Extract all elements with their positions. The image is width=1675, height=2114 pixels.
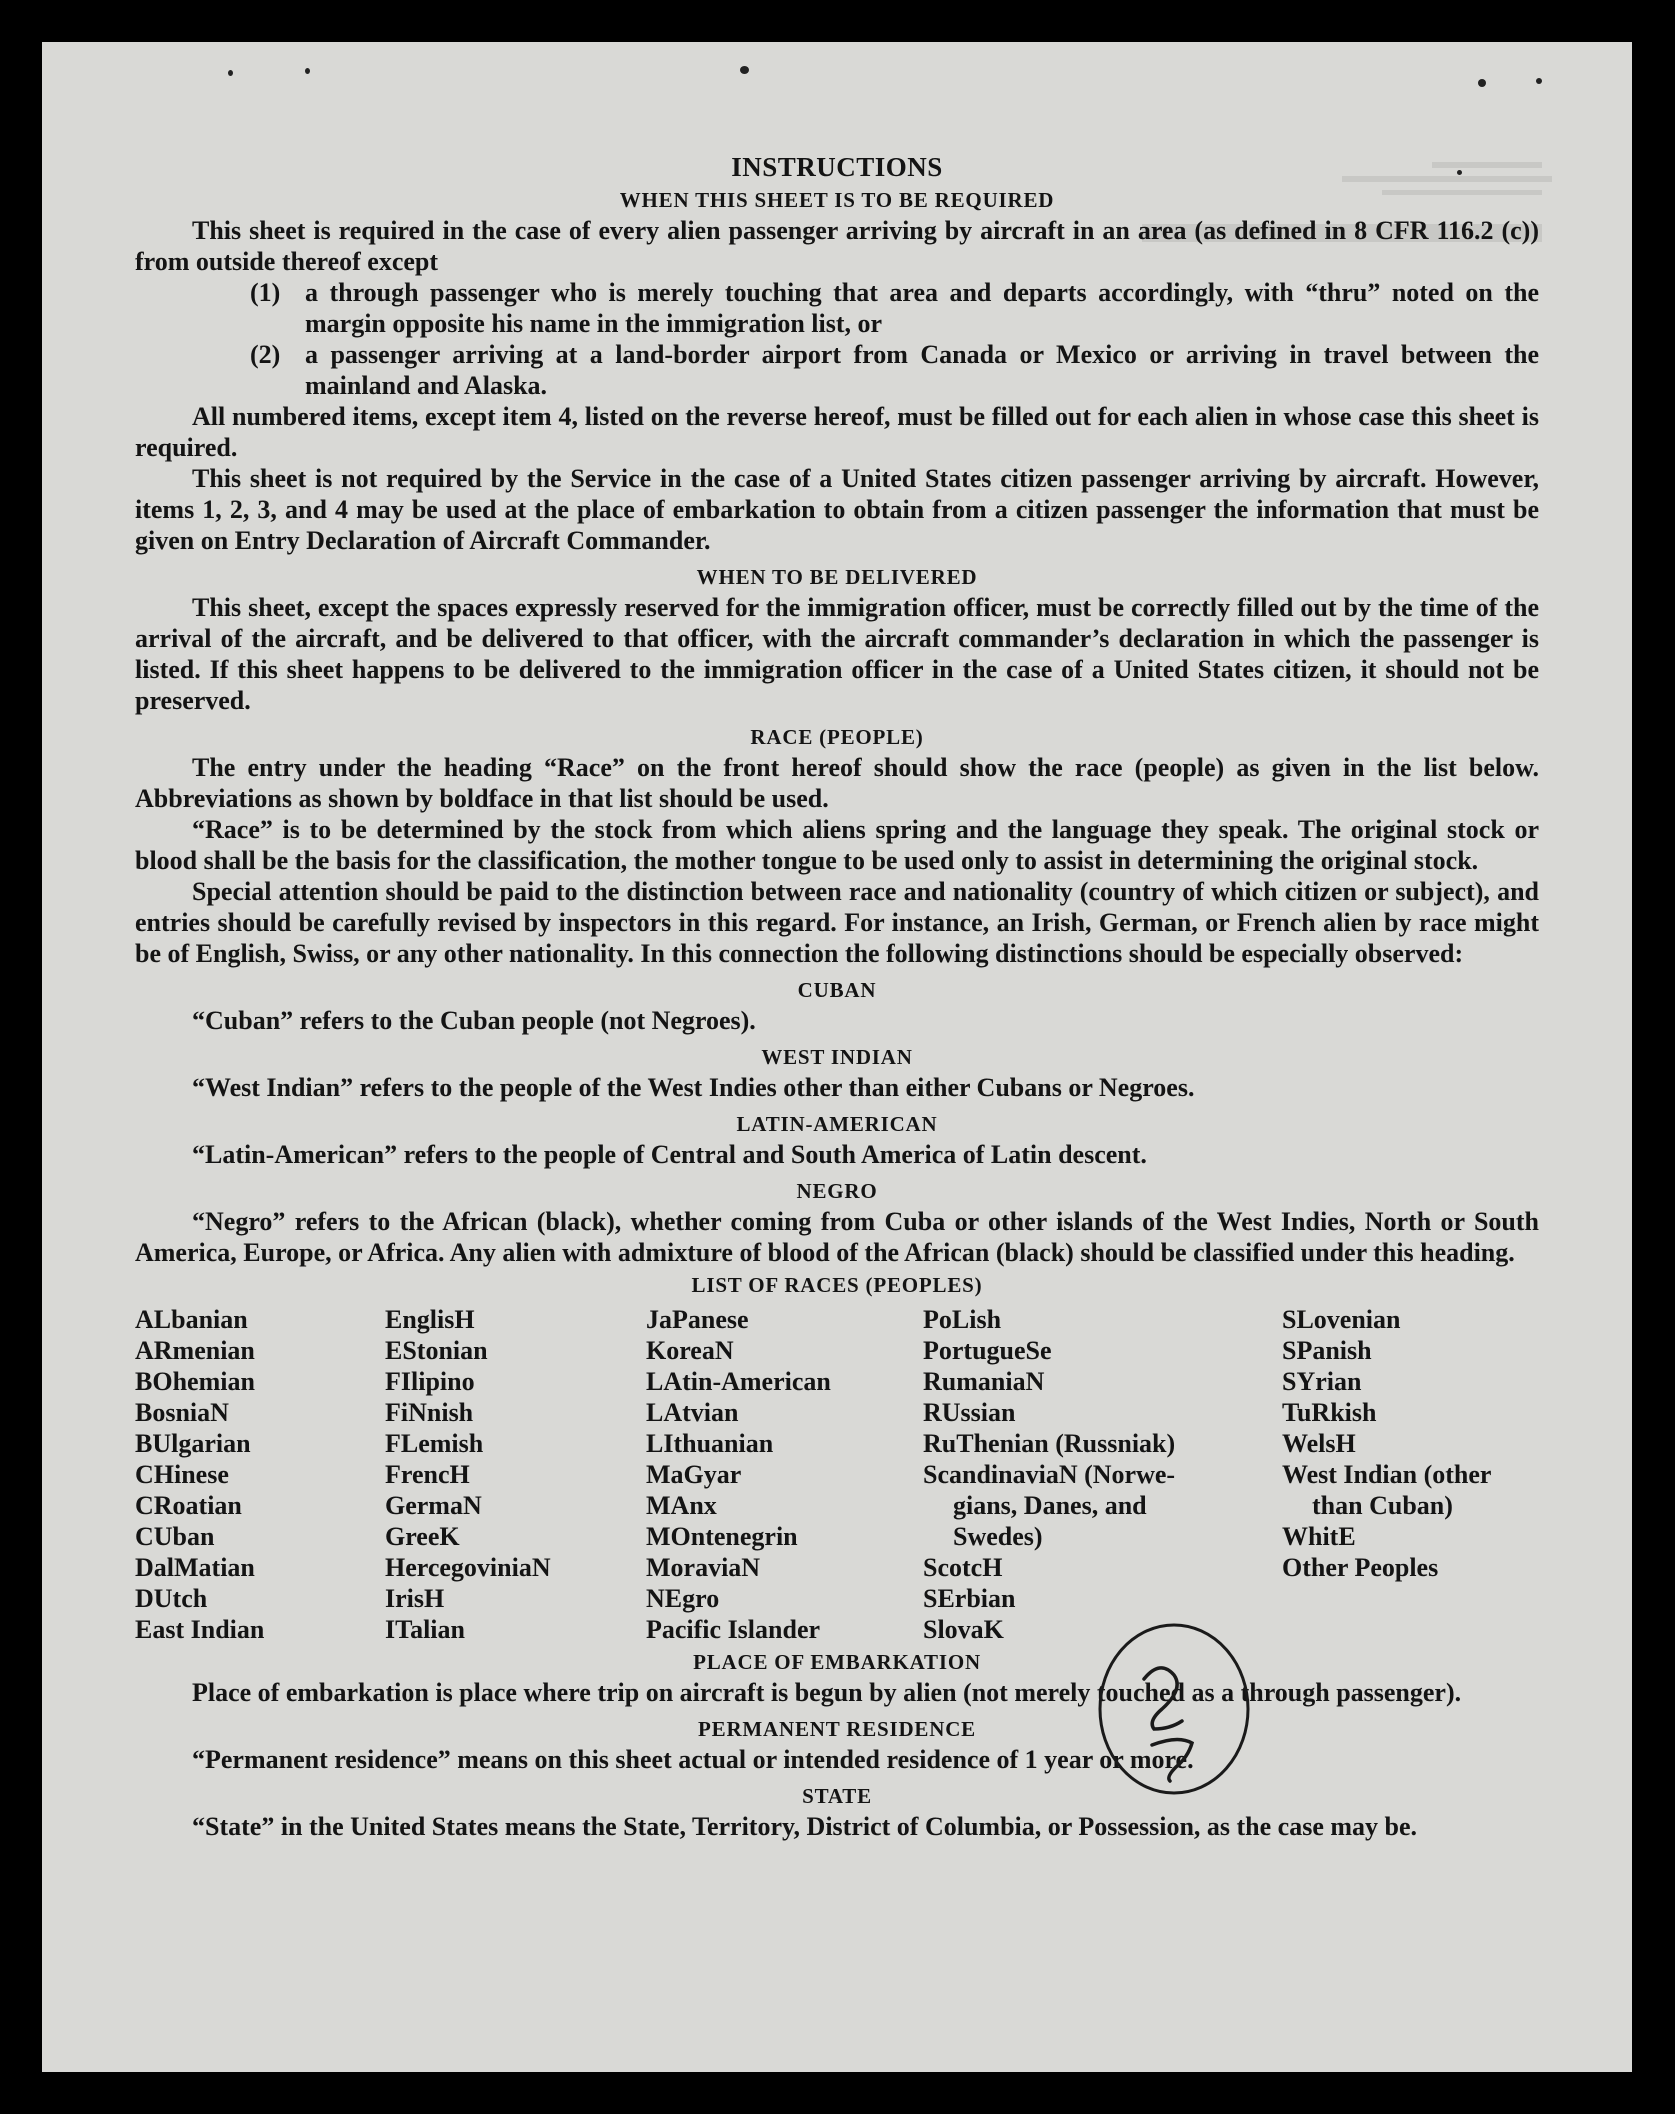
race-entry: FIlipino [385,1367,475,1396]
race-entry: TuRkish [1282,1398,1377,1427]
race-entry: DalMatian [135,1553,255,1582]
race-entry: PortugueSe [923,1336,1052,1365]
race-entry: SLovenian [1282,1305,1401,1334]
heading-state: STATE [802,1784,872,1808]
race-entry: CRoatian [135,1491,242,1520]
list-item [250,339,1539,401]
race-entry: East Indian [135,1615,265,1644]
heading-when-required: WHEN THIS SHEET IS TO BE REQUIRED [619,188,1055,212]
race-entry: SlovaK [923,1615,1004,1644]
heading-embarkation: PLACE OF EMBARKATION [693,1650,981,1674]
document-page [42,42,1632,2072]
paragraph: All numbered items, except item 4, listed on the reverse hereof, must be filled out for each alien in whose case this sheet is required. [135,402,1539,462]
heading-permanent-residence: PERMANENT RESIDENCE [698,1717,976,1741]
race-entry: BosniaN [135,1398,229,1427]
race-entry: SPanish [1282,1336,1372,1365]
race-entry: LAtvian [646,1398,739,1427]
heading-cuban: CUBAN [797,978,877,1002]
race-entry: NEgro [646,1584,720,1613]
speck [228,70,233,76]
heading-negro: NEGRO [796,1179,878,1203]
item-text: a passenger arriving at a land-border airport from Canada or Mexico or arriving in travel between the mainland and Alaska. [305,340,1539,400]
race-entry: PoLish [923,1305,1002,1334]
list-item [250,277,1539,339]
handwritten-circled-number [1092,1617,1257,1802]
race-entry: MOntenegrin [646,1522,798,1551]
item-number: (1) [250,278,281,307]
races-column [646,1304,923,1645]
paragraph: “Negro” refers to the African (black), whether coming from Cuba or other islands of the West Indies, North or South America, Europe, or Africa. Any alien with admixture of blood of the African (black) should be classified under this heading. [135,1207,1539,1267]
race-entry: LIthuanian [646,1429,774,1458]
race-entry: FrencH [385,1460,470,1489]
races-list [135,1304,1539,1645]
race-entry: SErbian [923,1584,1016,1613]
paragraph: This sheet is not required by the Service in the case of a United States citizen passenger arriving by aircraft. However, items 1, 2, 3, and 4 may be used at the place of embarkation to obtain from a citizen passenger the information that must be given on Entry Declaration of Aircraft Commander. [135,464,1539,555]
paragraph: “State” in the United States means the State, Territory, District of Columbia, or Possession, as the case may be. [192,1812,1418,1841]
race-entry: West Indian (other [1282,1460,1492,1489]
races-column [1282,1304,1539,1645]
paragraph: “Permanent residence” means on this sheet actual or intended residence of 1 year or more. [192,1745,1194,1774]
race-entry: Pacific Islander [646,1615,821,1644]
race-entry: gians, Danes, and [953,1491,1147,1520]
paragraph: “West Indian” refers to the people of the West Indies other than either Cubans or Negroes. [192,1073,1195,1102]
race-entry: ITalian [385,1615,465,1644]
paragraph: Place of embarkation is place where trip on aircraft is begun by alien (not merely touched as a through passenger). [192,1678,1462,1707]
race-entry: IrisH [385,1584,445,1613]
speck [305,68,310,74]
race-entry: KoreaN [646,1336,734,1365]
race-entry: Other Peoples [1282,1553,1439,1582]
heading-when-delivered: WHEN TO BE DELIVERED [696,565,978,589]
race-entry: MaGyar [646,1460,742,1489]
item-number: (2) [250,340,281,369]
race-entry: GreeK [385,1522,460,1551]
paragraph: “Cuban” refers to the Cuban people (not Negroes). [192,1006,756,1035]
heading-race: RACE (PEOPLE) [750,725,924,749]
race-entry: HercegoviniaN [385,1553,551,1582]
race-entry: EnglisH [385,1305,475,1334]
race-entry: BUlgarian [135,1429,251,1458]
race-entry: ScandinaviaN (Norwe- [923,1460,1176,1489]
page-title: INSTRUCTIONS [731,152,943,182]
paragraph: “Latin-American” refers to the people of Central and South America of Latin descent. [192,1140,1147,1169]
race-entry: DUtch [135,1584,208,1613]
race-entry: EStonian [385,1336,488,1365]
races-column [135,1304,385,1645]
race-entry: GermaN [385,1491,482,1520]
races-column [385,1304,646,1645]
paragraph: Special attention should be paid to the distinction between race and nationality (country of which citizen or subject), and entries should be carefully revised by inspectors in this regard. For instance, an Irish, German, or French alien by race might be of English, Swiss, or any other nationality. In this connection the following distinctions should be especially observed: [135,877,1539,968]
race-entry: CHinese [135,1460,229,1489]
paragraph: This sheet is required in the case of every alien passenger arriving by aircraft in an area (as defined in 8 CFR 116.2 (c)) from outside thereof except [135,216,1539,276]
race-entry: than Cuban) [1312,1491,1453,1520]
race-entry: ALbanian [135,1305,248,1334]
item-text: a through passenger who is merely touching that area and departs accordingly, with “thru” noted on the margin opposite his name in the immigration list, or [305,278,1539,338]
paragraph: This sheet, except the spaces expressly reserved for the immigration officer, must be correctly filled out by the time of the arrival of the aircraft, and be delivered to that officer, with the aircraft commander’s declaration in which the passenger is listed. If this sheet happens to be delivered to the immigration officer in the case of a United States citizen, it should not be preserved. [135,593,1539,715]
paragraph: “Race” is to be determined by the stock from which aliens spring and the language they speak. The original stock or blood shall be the basis for the classification, the mother tongue to be used only to assist in determining the original stock. [135,815,1539,875]
race-entry: SYrian [1282,1367,1362,1396]
race-entry: WelsH [1282,1429,1356,1458]
race-entry: MoraviaN [646,1553,761,1582]
race-entry: ScotcH [923,1553,1003,1582]
race-entry: ARmenian [135,1336,255,1365]
races-column [923,1304,1282,1645]
race-entry: CUban [135,1522,215,1551]
heading-list-of-races: LIST OF RACES (PEOPLES) [691,1273,983,1297]
race-entry: RumaniaN [923,1367,1045,1396]
race-entry: WhitE [1282,1522,1356,1551]
speck [740,66,749,74]
paragraph: The entry under the heading “Race” on the front hereof should show the race (people) as given in the list below. Abbreviations as shown by boldface in that list should be used. [135,753,1539,813]
race-entry: BOhemian [135,1367,255,1396]
race-entry: MAnx [646,1491,717,1520]
speck [1478,79,1486,87]
race-entry: FiNnish [385,1398,474,1427]
race-entry: RuThenian (Russniak) [923,1429,1176,1458]
race-entry: RUssian [923,1398,1016,1427]
speck [1536,78,1542,84]
race-entry: JaPanese [646,1305,749,1334]
race-entry: LAtin-American [646,1367,831,1396]
heading-latin-american: LATIN-AMERICAN [736,1112,938,1136]
instructions-content [135,152,1539,1842]
heading-west-indian: WEST INDIAN [761,1045,913,1069]
race-entry: FLemish [385,1429,484,1458]
race-entry: Swedes) [953,1522,1043,1551]
